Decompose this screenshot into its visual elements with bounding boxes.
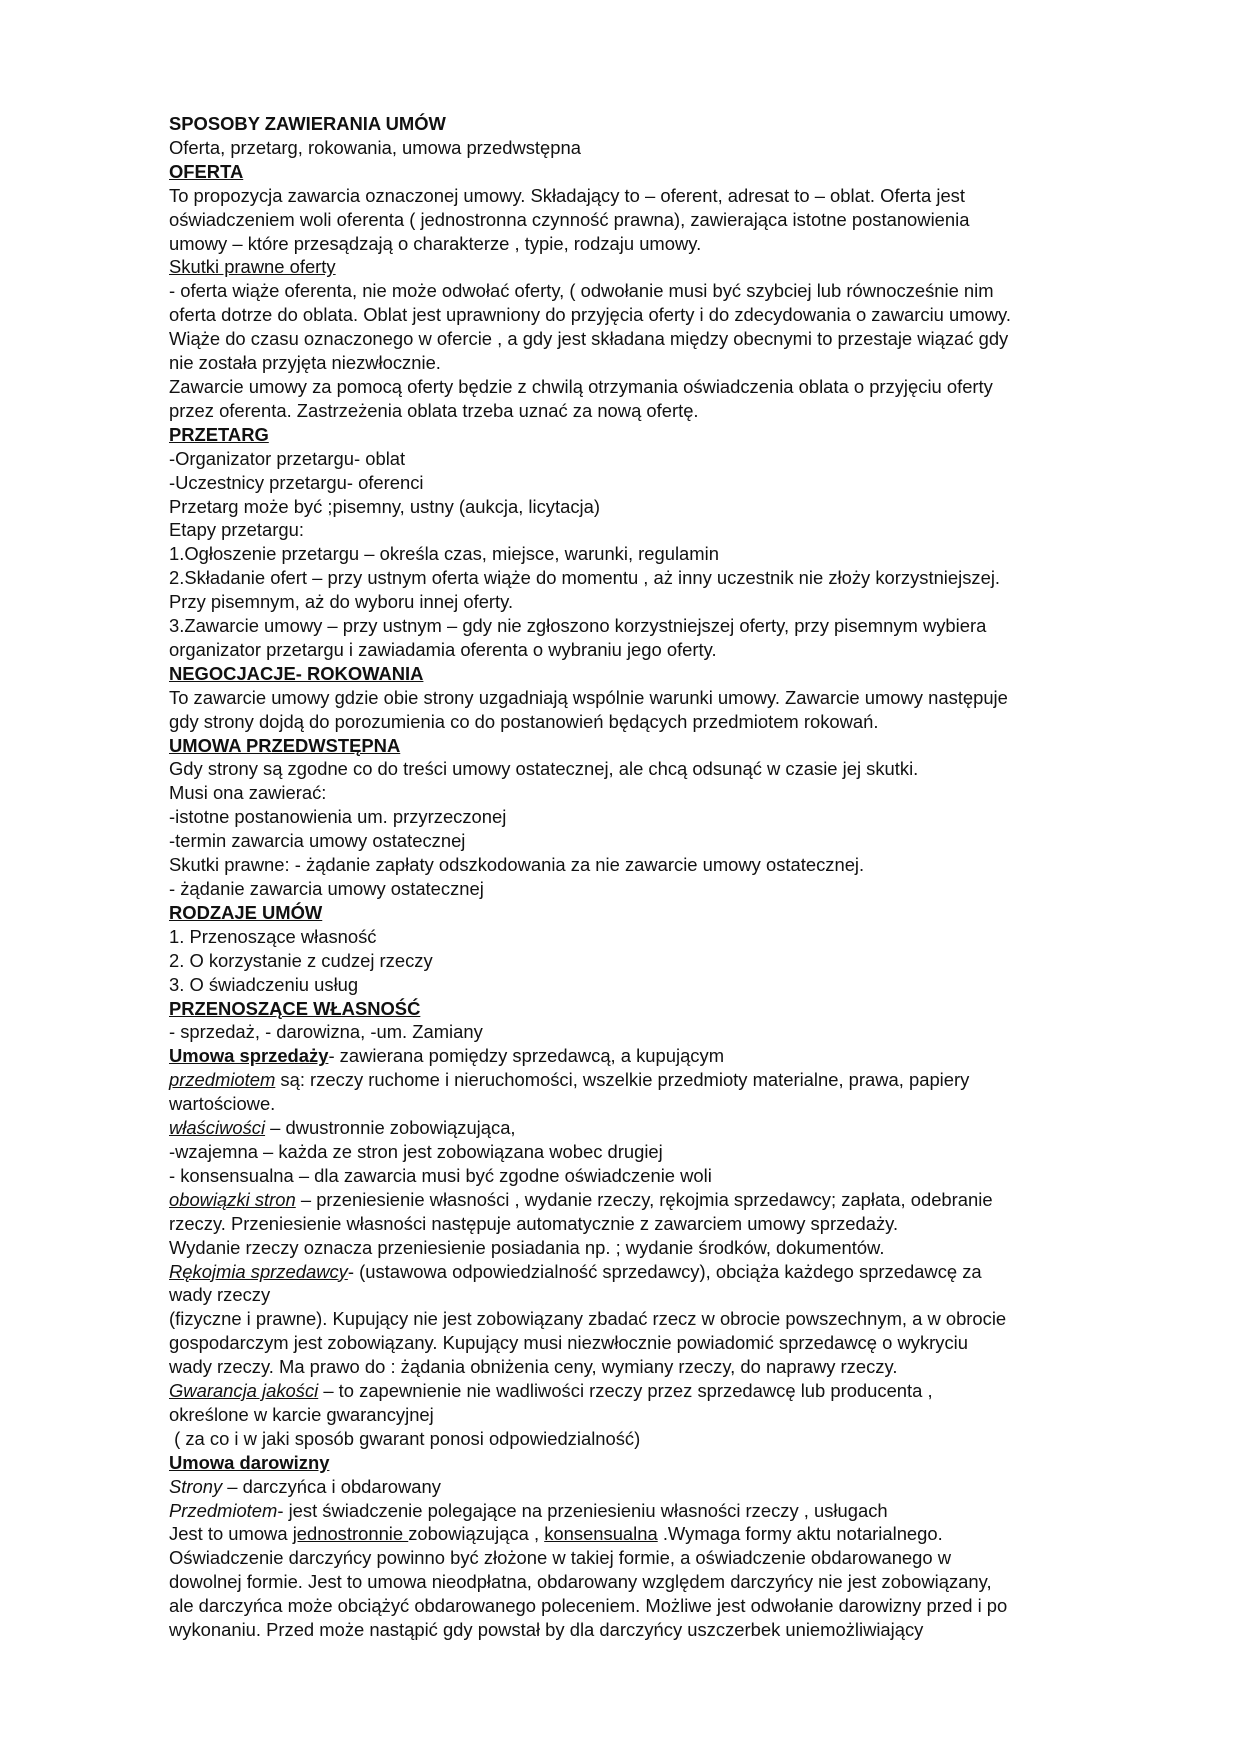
text-line: wady rzeczy (169, 1284, 271, 1306)
text-line: umowy – które przesądzają o charakterze , typie, rodzaju umowy. (169, 232, 702, 254)
term-definition: - (ustawowa odpowiedzialność sprzedawcy), obciąża każdego sprzedawcę za (347, 1260, 982, 1282)
list-item: 1. Przenoszące własność (169, 925, 377, 947)
text-line: Zawarcie umowy za pomocą oferty będzie z chwilą otrzymania oświadczenia oblata o przyjęciu oferty (169, 375, 993, 397)
section-heading-rodzaje: RODZAJE UMÓW (169, 901, 323, 923)
term-obowiazki-stron: obowiązki stron (169, 1188, 296, 1210)
text-line: - sprzedaż, - darowizna, -um. Zamiany (169, 1021, 483, 1043)
text-line (169, 1379, 1129, 1403)
list-item: 3. O świadczeniu usług (169, 973, 359, 995)
text-fragment: .Wymaga formy aktu notarialnego. (657, 1523, 943, 1545)
text-line (169, 1116, 1129, 1140)
term-definition: – to zapewnienie nie wadliwości rzeczy przez sprzedawcę lub producenta , (318, 1380, 933, 1402)
term-jednostronnie: jednostronnie (292, 1523, 409, 1545)
term-rekojmia-sprzedawcy: Rękojmia sprzedawcy (169, 1260, 348, 1282)
text-line: - konsensualna – dla zawarcia musi być zgodne oświadczenie woli (169, 1164, 712, 1186)
term-umowa-sprzedazy: Umowa sprzedaży (169, 1045, 329, 1067)
term-definition: - zawierana pomiędzy sprzedawcą, a kupującym (328, 1045, 725, 1067)
section-heading-negocjacje: NEGOCJACJE- ROKOWANIA (169, 662, 424, 684)
term-definition: – darczyńca i obdarowany (222, 1475, 441, 1497)
subheading-skutki-prawne: Skutki prawne oferty (169, 256, 336, 278)
document-title: SPOSOBY ZAWIERANIA UMÓW (169, 113, 446, 134)
text-line: -wzajemna – każda ze stron jest zobowiązana wobec drugiej (169, 1140, 663, 1162)
text-line: Gdy strony są zgodne co do treści umowy ostatecznej, ale chcą odsunąć w czasie jej skutki. (169, 758, 919, 780)
text-line (169, 1068, 1129, 1092)
term-definition: są: rzeczy ruchome i nieruchomości, wszelkie przedmioty materialne, prawa, papiery (275, 1069, 970, 1091)
text-line: Przy pisemnym, aż do wyboru innej oferty. (169, 591, 514, 613)
text-line: To zawarcie umowy gdzie obie strony uzgadniają wspólnie warunki umowy. Zawarcie umowy następuje (169, 686, 1008, 708)
text-line (169, 1188, 1129, 1212)
text-line (169, 1522, 1129, 1546)
text-line: organizator przetargu i zawiadamia oferenta o wybraniu jego oferty. (169, 638, 717, 660)
text-line: Wydanie rzeczy oznacza przeniesienie posiadania np. ; wydanie środków, dokumentów. (169, 1236, 885, 1258)
text-line: gospodarczym jest zobowiązany. Kupujący musi niezwłocznie powiadomić sprzedawcę o wykryciu (169, 1332, 968, 1354)
text-line: Skutki prawne: - żądanie zapłaty odszkodowania za nie zawarcie umowy ostatecznej. (169, 854, 865, 876)
text-line: rzeczy. Przeniesienie własności następuje automatycznie z zawarciem umowy sprzedaży. (169, 1212, 899, 1234)
text-line: ale darczyńca może obciążyć obdarowanego poleceniem. Możliwe jest odwołanie darowizny przed i po (169, 1595, 1008, 1617)
section-heading-przedwstepna: UMOWA PRZEDWSTĘPNA (169, 734, 401, 756)
text-line: Oświadczenie darczyńcy powinno być złożone w takiej formie, a oświadczenie obdarowanego w (169, 1547, 952, 1569)
section-heading-przetarg: PRZETARG (169, 423, 269, 445)
term-definition: – dwustronnie zobowiązująca, (265, 1117, 516, 1139)
term-konsensualna: konsensualna (544, 1523, 658, 1545)
text-line: Etapy przetargu: (169, 519, 304, 541)
text-line: określone w karcie gwarancyjnej (169, 1403, 434, 1425)
text-line: dowolnej formie. Jest to umowa nieodpłatna, obdarowany względem darczyńcy nie jest zobowiązany, (169, 1571, 992, 1593)
text-line: 2.Składanie ofert – przy ustnym oferta wiąże do momentu , aż inny uczestnik nie złoży korzystniejszej. (169, 567, 1001, 589)
text-line: Wiąże do czasu oznaczonego w ofercie , a gdy jest składana między obecnymi to przestaje wiązać gdy (169, 328, 1009, 350)
text-line: Przetarg może być ;pisemny, ustny (aukcja, licytacja) (169, 495, 600, 517)
text-line (169, 1260, 1129, 1284)
text-line: nie została przyjęta niezwłocznie. (169, 352, 441, 374)
term-wlasciwosci: właściwości (169, 1117, 266, 1139)
text-line: 3.Zawarcie umowy – przy ustnym – gdy nie zgłoszono korzystniejszej oferty, przy pisemnym wybiera (169, 615, 987, 637)
section-heading-darowizna: Umowa darowizny (169, 1451, 330, 1473)
text-line: ( za co i w jaki sposób gwarant ponosi odpowiedzialność) (169, 1427, 641, 1449)
term-przedmiotem: przedmiotem (169, 1069, 276, 1091)
text-line: gdy strony dojdą do porozumienia co do postanowień będących przedmiotem rokowań. (169, 710, 879, 732)
text-line: 1.Ogłoszenie przetargu – określa czas, miejsce, warunki, regulamin (169, 543, 719, 565)
text-line: wartościowe. (169, 1093, 276, 1115)
text-line: -termin zawarcia umowy ostatecznej (169, 830, 466, 852)
text-line (169, 1475, 1129, 1499)
text-line: - żądanie zawarcia umowy ostatecznej (169, 878, 484, 899)
text-line: wady rzeczy. Ma prawo do : żądania obniżenia ceny, wymiany rzeczy, do naprawy rzeczy. (169, 1356, 898, 1378)
text-line: wykonaniu. Przed może nastąpić gdy powstał by dla darczyńcy uszczerbek uniemożliwiający (169, 1619, 924, 1641)
text-line (169, 1044, 1129, 1068)
text-line (169, 1499, 1129, 1523)
section-heading-przenoszace: PRZENOSZĄCE WŁASNOŚĆ (169, 997, 421, 1019)
list-item: 2. O korzystanie z cudzej rzeczy (169, 949, 433, 971)
text-line: oferta dotrze do oblata. Oblat jest uprawniony do przyjęcia oferty i do zdecydowania o zawarciu umowy. (169, 304, 1011, 326)
text-line: -Uczestnicy przetargu- oferenci (169, 471, 424, 493)
text-line: -istotne postanowienia um. przyrzeczonej (169, 806, 507, 828)
text-line: Musi ona zawierać: (169, 782, 327, 804)
document-body (169, 112, 1129, 1642)
text-line: - oferta wiąże oferenta, nie może odwołać oferty, ( odwołanie musi być szybciej lub równocześnie nim (169, 280, 994, 302)
text-fragment: zobowiązująca , (408, 1523, 545, 1545)
text-line: (fizyczne i prawne). Kupujący nie jest zobowiązany zbadać rzecz w obrocie powszechnym, a w obrocie (169, 1308, 1007, 1330)
term-gwarancja-jakosci: Gwarancja jakości (169, 1380, 319, 1402)
term-definition: – przeniesienie własności , wydanie rzeczy, rękojmia sprzedawcy; zapłata, odebranie (295, 1188, 993, 1210)
text-line: -Organizator przetargu- oblat (169, 447, 406, 469)
term-definition: - jest świadczenie polegające na przeniesieniu własności rzeczy , usługach (277, 1499, 888, 1521)
term-przedmiotem-darowizny: Przedmiotem (169, 1499, 278, 1521)
term-strony: Strony (169, 1475, 223, 1497)
text-line: przez oferenta. Zastrzeżenia oblata trzeba uznać za nową ofertę. (169, 399, 699, 421)
text-line: oświadczeniem woli oferenta ( jednostronna czynność prawna), zawierająca istotne postanowienia (169, 208, 970, 230)
document-subtitle: Oferta, przetarg, rokowania, umowa przedwstępna (169, 136, 581, 158)
text-line: To propozycja zawarcia oznaczonej umowy. Składający to – oferent, adresat to – oblat. Oferta jest (169, 184, 965, 206)
section-heading-oferta: OFERTA (169, 160, 244, 182)
text-fragment: Jest to umowa (169, 1523, 293, 1545)
